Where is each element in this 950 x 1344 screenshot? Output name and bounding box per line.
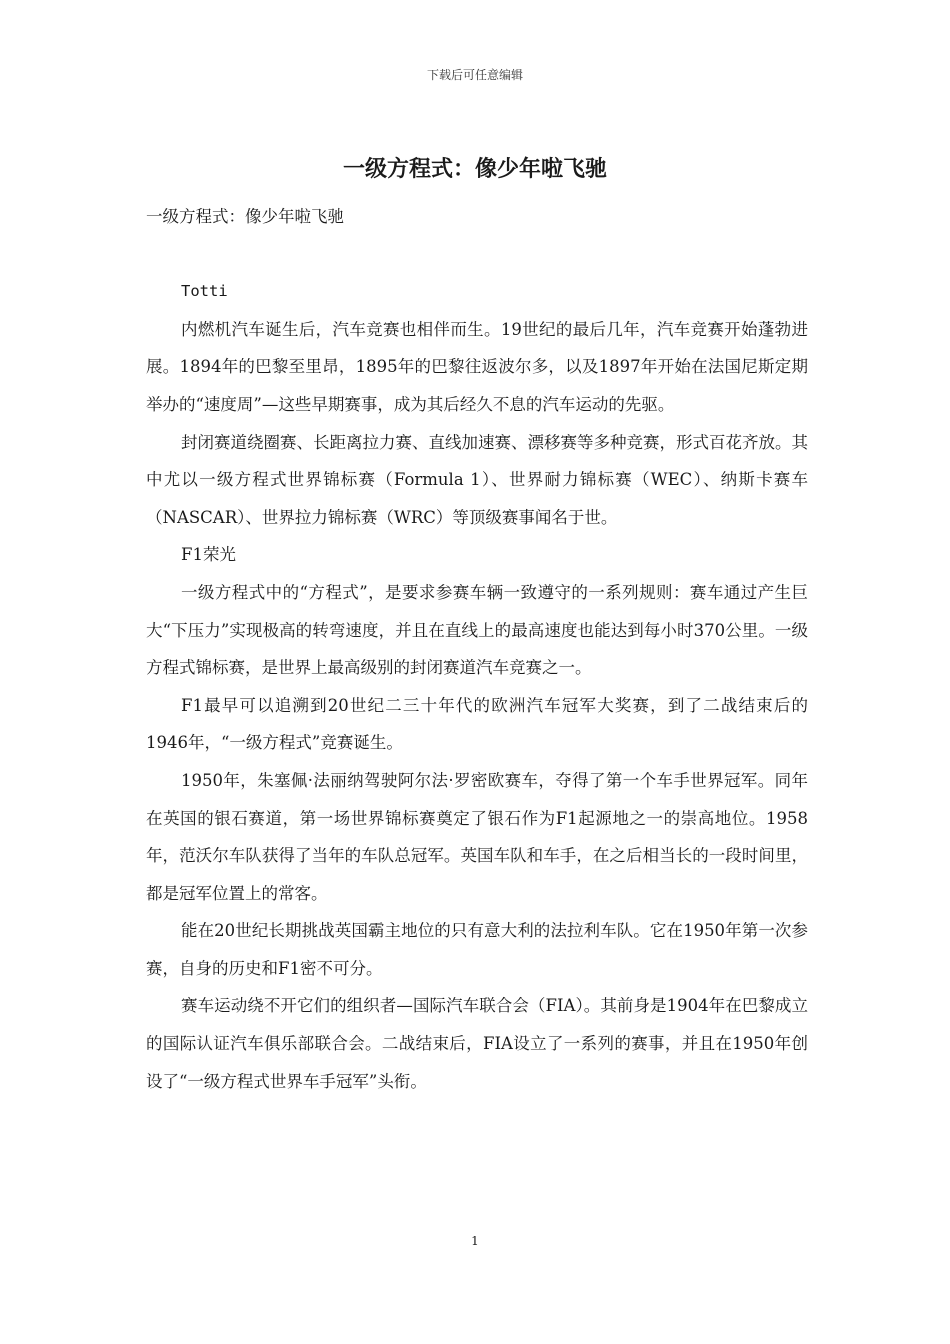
paragraph: 内燃机汽车诞生后，汽车竞赛也相伴而生。19世纪的最后几年，汽车竞赛开始蓬勃进展。1894年的巴黎至里昂，1895年的巴黎往返波尔多，以及1897年开始在法国尼斯定期举办的“速度周”—这些早期赛事，成为其后经久不息的汽车运动的先驱。 bbox=[146, 319, 808, 414]
page-title: 一级方程式：像少年啦飞驰 bbox=[342, 157, 607, 182]
page-number: 1 bbox=[471, 1234, 479, 1248]
subtitle-line: 一级方程式：像少年啦飞驰 bbox=[146, 207, 344, 226]
paragraph: 1950年，朱塞佩·法丽纳驾驶阿尔法·罗密欧赛车，夺得了第一个车手世界冠军。同年在英国的银石赛道，第一场世界锦标赛奠定了银石作为F1起源地之一的崇高地位。1958年，范沃尔车队获得了当年的车队总冠军。英国车队和车手，在之后相当长的一段时间里，都是冠军位置上的常客。 bbox=[146, 770, 808, 903]
header-note: 下载后可任意编辑 bbox=[426, 68, 523, 82]
document-body bbox=[146, 198, 808, 1100]
author-name: Totti bbox=[181, 282, 228, 301]
paragraph: 一级方程式中的“方程式”，是要求参赛车辆一致遵守的一系列规则：赛车通过产生巨大“下压力”实现极高的转弯速度，并且在直线上的最高速度也能达到每小时370公里。一级方程式锦标赛，是世界上最高级别的封闭赛道汽车竞赛之一。 bbox=[146, 582, 808, 678]
paragraph: 封闭赛道绕圈赛、长距离拉力赛、直线加速赛、漂移赛等多种竞赛，形式百花齐放。其中尤以一级方程式世界锦标赛（Formula 1）、世界耐力锦标赛（WEC）、纳斯卡赛车（NASCAR）、世界拉力锦标赛（WRC）等顶级赛事闻名于世。 bbox=[146, 432, 808, 527]
paragraph: 赛车运动绕不开它们的组织者—国际汽车联合会（FIA）。其前身是1904年在巴黎成立的国际认证汽车俱乐部联合会。二战结束后，FIA设立了一系列的赛事，并且在1950年创设了“一级方程式世界车手冠军”头衔。 bbox=[146, 996, 808, 1091]
section-heading: F1荣光 bbox=[181, 545, 236, 565]
blank-line bbox=[146, 236, 808, 274]
paragraph: 能在20世纪长期挑战英国霸主地位的只有意大利的法拉利车队。它在1950年第一次参赛，自身的历史和F1密不可分。 bbox=[146, 921, 808, 978]
paragraph: F1最早可以追溯到20世纪二三十年代的欧洲汽车冠军大奖赛，到了二战结束后的1946年，“一级方程式”竞赛诞生。 bbox=[146, 695, 808, 753]
